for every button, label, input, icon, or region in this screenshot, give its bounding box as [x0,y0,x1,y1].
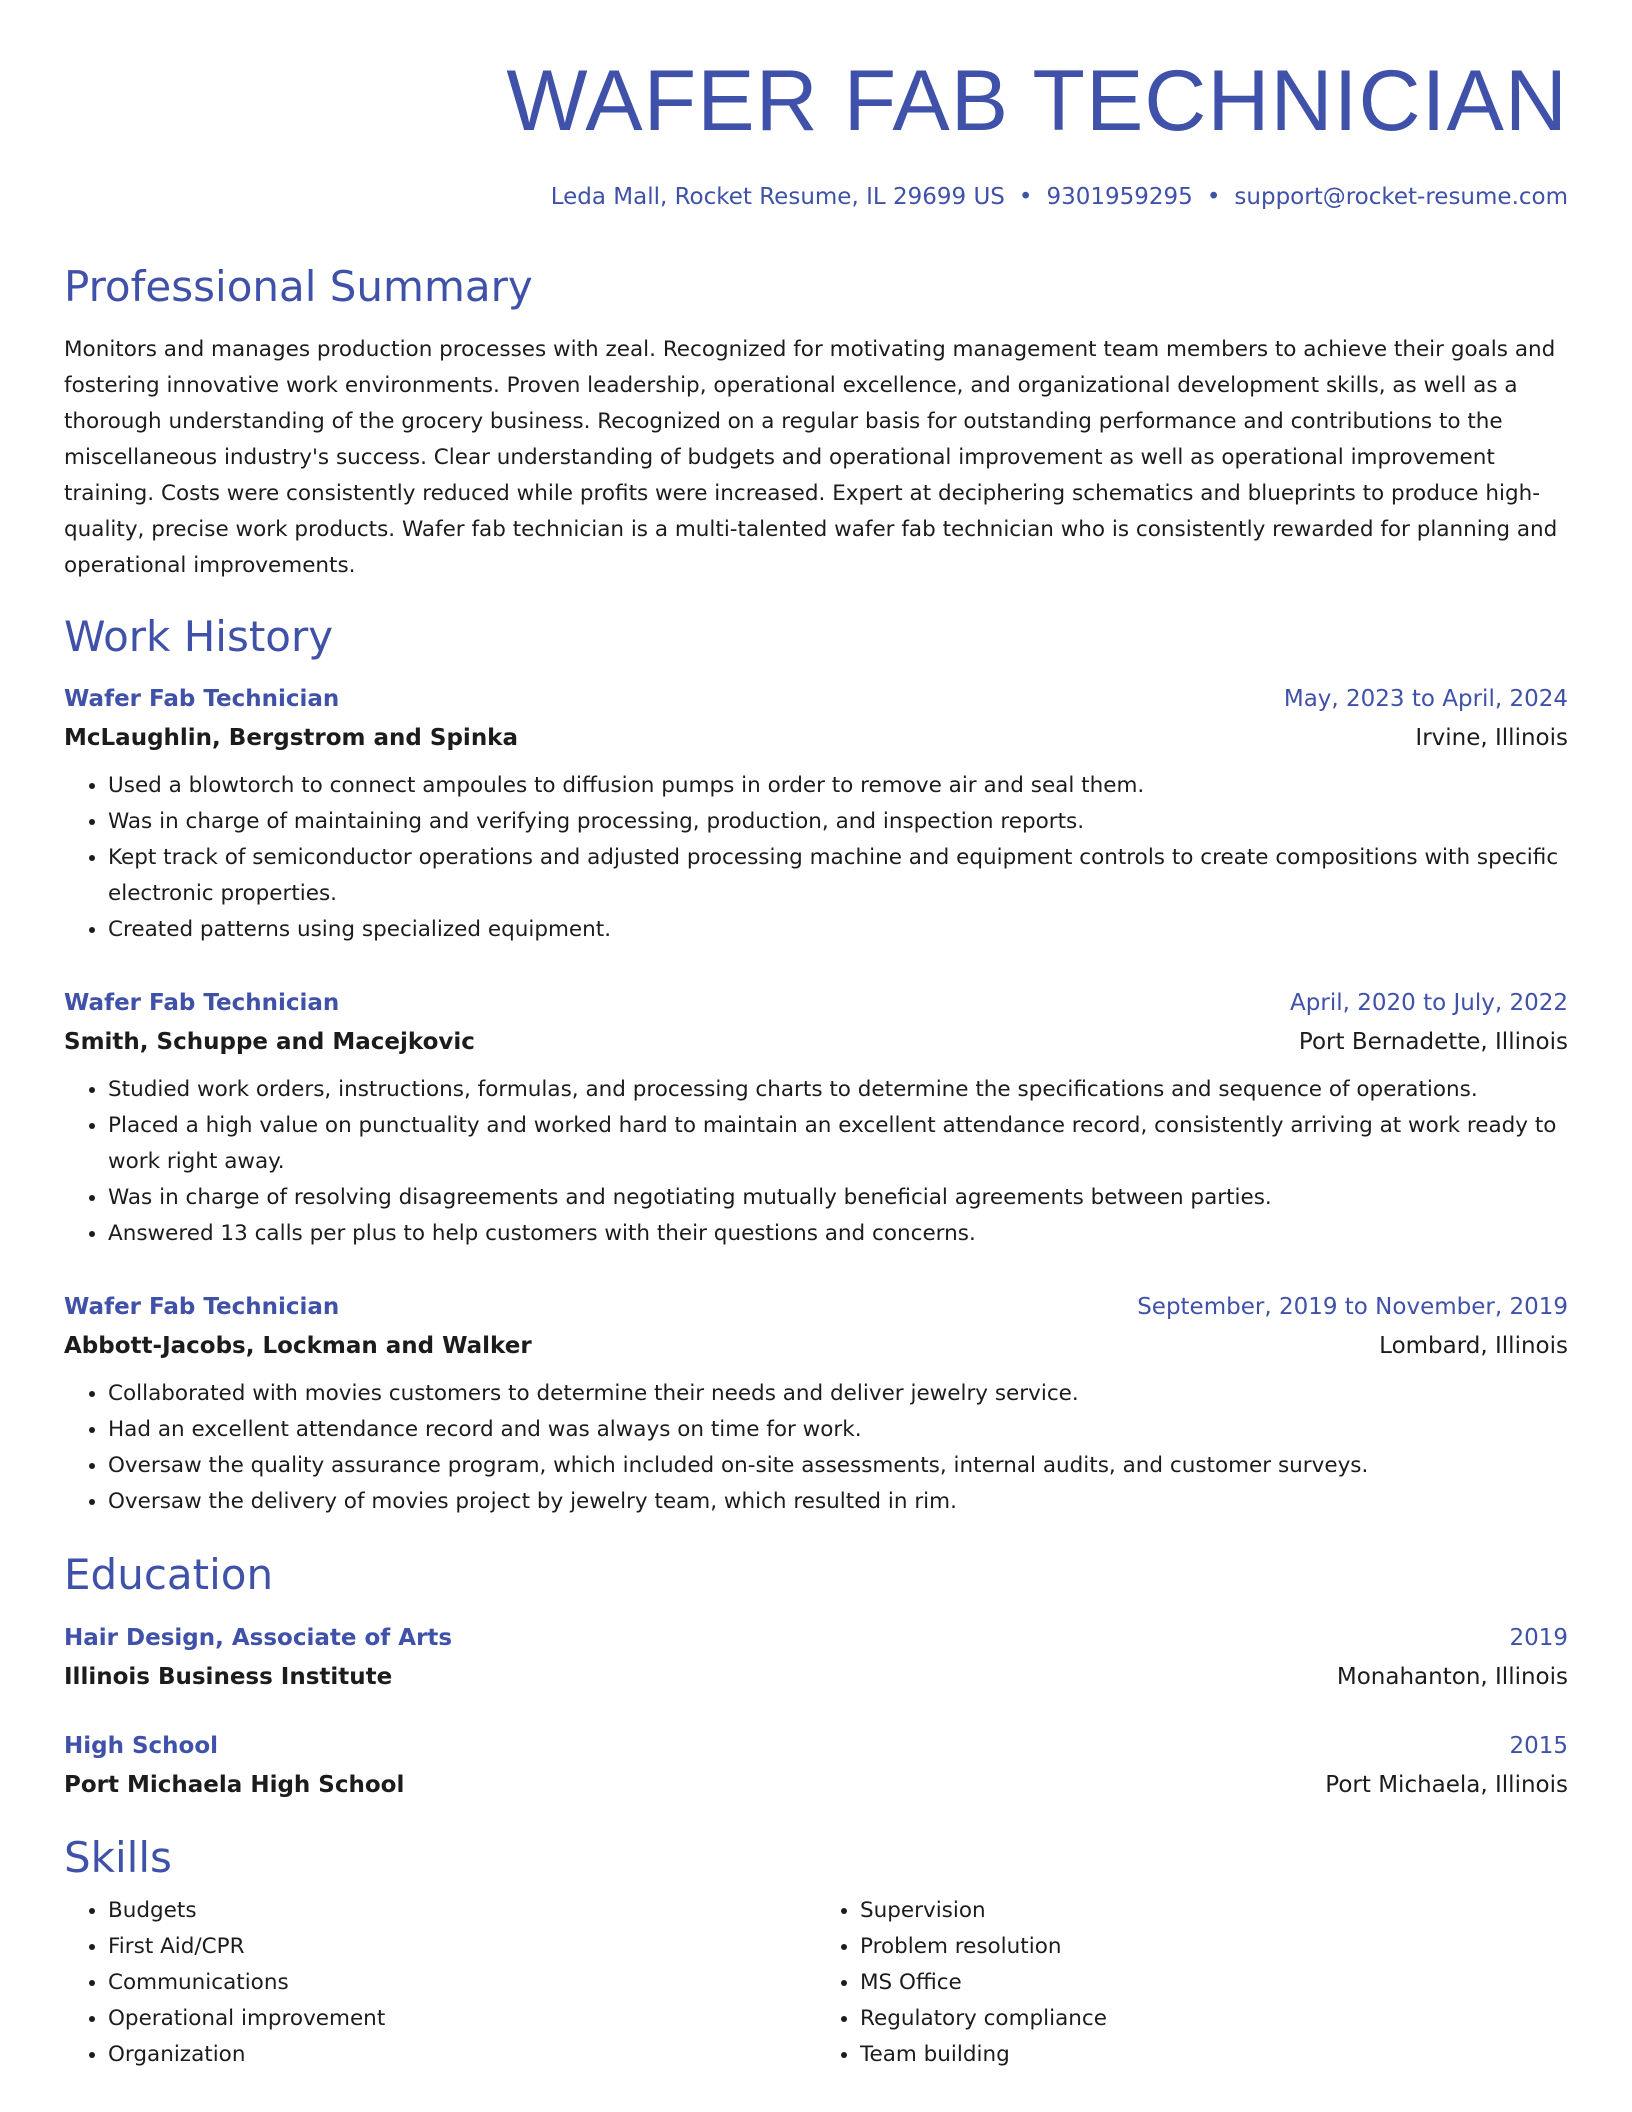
education-degree: Hair Design, Associate of Arts [64,1624,453,1651]
skill-item: • Organization [108,2037,816,2073]
skill-item: • Supervision [860,1893,1568,1929]
job-bullets [64,1072,1568,1252]
skill-item: • MS Office [860,1965,1568,2001]
contact-phone: 9301959295 [1046,184,1193,210]
job-company: Smith, Schuppe and Macejkovic [64,1029,475,1056]
contact-separator: • [1206,184,1221,210]
skills-heading: Skills [64,1832,172,1882]
skill-item: • First Aid/CPR [108,1929,816,1965]
job-bullet: • Studied work orders, instructions, formulas, and processing charts to determine the specifications and sequence of operations. [108,1072,1568,1108]
skill-item: • Team building [860,2037,1568,2073]
job-company: McLaughlin, Bergstrom and Spinka [64,725,519,752]
job-location: Lombard, Illinois [1379,1333,1568,1360]
job-entry [64,1288,1568,1520]
skill-item: • Communications [108,1965,816,2001]
education-school: Port Michaela High School [64,1771,405,1798]
job-dates: September, 2019 to November, 2019 [1137,1294,1568,1321]
resume-name: WAFER FAB TECHNICIAN [506,53,1568,149]
job-dates: April, 2020 to July, 2022 [1290,990,1568,1017]
contact-line [64,184,1568,212]
education-entry [64,1727,1568,1805]
job-entry [64,680,1568,948]
education-entry [64,1619,1568,1697]
education-school: Illinois Business Institute [64,1663,393,1690]
contact-address: Leda Mall, Rocket Resume, IL 29699 US [550,184,1005,210]
contact-email: support@rocket-resume.com [1234,184,1568,210]
job-title: Wafer Fab Technician [64,686,340,713]
job-bullet: • Oversaw the quality assurance program, which included on-site assessments, internal audits, and customer surveys. [108,1448,1568,1484]
skill-item: • Regulatory compliance [860,2001,1568,2037]
job-location: Irvine, Illinois [1415,725,1568,752]
job-title: Wafer Fab Technician [64,1294,340,1321]
job-company: Abbott-Jacobs, Lockman and Walker [64,1333,532,1360]
job-bullet: • Answered 13 calls per plus to help customers with their questions and concerns. [108,1216,1568,1252]
job-bullets [64,768,1568,948]
skills-list-left [64,1893,816,2073]
education-heading: Education [64,1550,274,1600]
skill-item: • Operational improvement [108,2001,816,2037]
job-bullet: • Collaborated with movies customers to determine their needs and deliver jewelry service. [108,1376,1568,1412]
job-bullet: • Used a blowtorch to connect ampoules to diffusion pumps in order to remove air and seal them. [108,768,1568,804]
job-title: Wafer Fab Technician [64,990,340,1017]
skill-item: • Problem resolution [860,1929,1568,1965]
summary-heading: Professional Summary [64,261,533,311]
job-bullet: • Placed a high value on punctuality and worked hard to maintain an excellent attendance record, consistently arriving at work ready to work right away. [108,1108,1568,1180]
skills-columns [64,1893,1568,2073]
job-bullet: • Created patterns using specialized equipment. [108,912,1568,948]
job-location: Port Bernadette, Illinois [1298,1029,1568,1056]
contact-separator: • [1018,184,1033,210]
summary-text: Monitors and manages production processes with zeal. Recognized for motivating management team members to achieve their goals and fostering innovative work environments. Proven leadership, operational excellence, and organizational development skills, as well as a thorough understanding of the grocery business. Recognized on a regular basis for outstanding performance and contributions to the miscellaneous industry's success. Clear understanding of budgets and operational improvement as well as operational improvement training. Costs were consistently reduced while profits were increased. Expert at deciphering schematics and blueprints to produce high-quality, precise work products. Wafer fab technician is a multi-talented wafer fab technician who is consistently rewarded for planning and operational improvements. [64,336,1558,578]
education-degree: High School [64,1732,219,1759]
education-year: 2019 [1509,1624,1568,1651]
job-dates: May, 2023 to April, 2024 [1283,686,1568,713]
job-bullet: • Oversaw the delivery of movies project by jewelry team, which resulted in rim. [108,1484,1568,1520]
job-bullets [64,1376,1568,1520]
job-bullet: • Kept track of semiconductor operations and adjusted processing machine and equipment controls to create compositions with specific electronic properties. [108,840,1568,912]
skills-list-right [816,1893,1568,2073]
job-entry [64,984,1568,1252]
job-bullet: • Was in charge of maintaining and verifying processing, production, and inspection reports. [108,804,1568,840]
education-location: Port Michaela, Illinois [1325,1771,1568,1798]
skill-item: • Budgets [108,1893,816,1929]
education-year: 2015 [1509,1732,1568,1759]
work-history-heading: Work History [64,611,334,661]
job-bullet: • Was in charge of resolving disagreements and negotiating mutually beneficial agreements between parties. [108,1180,1568,1216]
education-location: Monahanton, Illinois [1336,1663,1568,1690]
job-bullet: • Had an excellent attendance record and was always on time for work. [108,1412,1568,1448]
